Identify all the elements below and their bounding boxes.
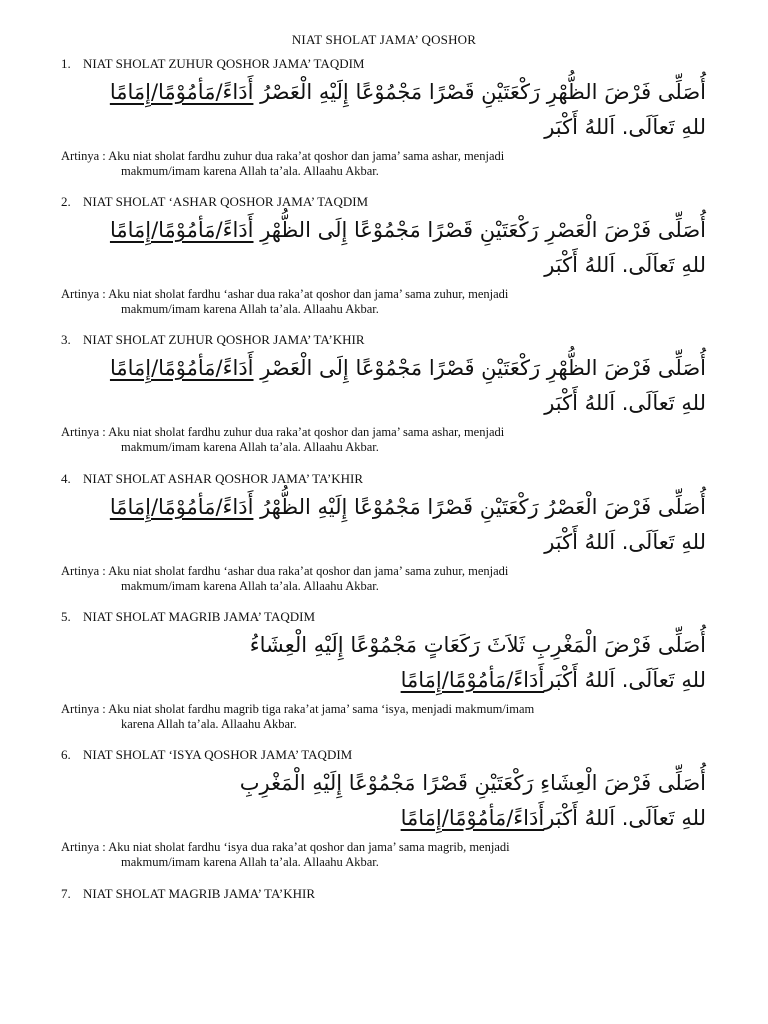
section-title: NIAT SHOLAT ‘ASHAR QOSHOR JAMA’ TAQDIM	[83, 194, 369, 209]
translation-line-2: karena Allah ta’ala. Allaahu Akbar.	[121, 716, 297, 731]
arabic-main-text: للهِ تَعاَلَى. اَللهُ أَكْبَر	[544, 115, 706, 139]
section-heading	[61, 609, 315, 625]
arabic-main-text: أُصَلِّى فَرْضَ الْمَغْرِبِ ثَلاَثَ رَكَعَاتٍ مَجْمُوْعًا إِلَيْهِ الْعِشَاءُ	[249, 633, 706, 657]
translation-text	[61, 149, 681, 178]
arabic-underlined-text: أَدَاءً/مَأمُوْمًا/إِمَامًا	[109, 80, 254, 104]
translation-line-2: makmum/imam karena Allah ta’ala. Allaahu Akbar.	[121, 163, 379, 178]
arabic-text-line-2	[46, 388, 706, 418]
translation-line-1: Artinya : Aku niat sholat fardhu magrib tiga raka’at jama’ sama ‘isya, menjadi makmum/imam	[61, 702, 535, 716]
arabic-main-text: أُصَلِّى فَرْضَ الْعَصْرِ رَكْعَتَيْنِ قَصْرًا مَجْمُوْعًا إِلَى الظُّهْرِ	[253, 218, 706, 242]
translation-text	[61, 425, 681, 454]
section-number: 4.	[61, 471, 71, 486]
translation-text	[61, 702, 681, 731]
translation-line-2: makmum/imam karena Allah ta’ala. Allaahu Akbar.	[121, 301, 379, 316]
section-title: NIAT SHOLAT ZUHUR QOSHOR JAMA’ TAQDIM	[83, 56, 365, 71]
section-heading	[61, 194, 368, 210]
translation-line-1: Artinya : Aku niat sholat fardhu ‘ashar dua raka’at qoshor dan jama’ sama zuhur, menjadi	[61, 287, 509, 301]
section-heading	[61, 56, 365, 72]
section-title: NIAT SHOLAT ZUHUR QOSHOR JAMA’ TA’KHIR	[83, 332, 365, 347]
arabic-main-text: للهِ تَعاَلَى. اَللهُ أَكْبَر	[544, 391, 706, 415]
section-number: 6.	[61, 747, 71, 762]
translation-line-2: makmum/imam karena Allah ta’ala. Allaahu Akbar.	[121, 854, 379, 869]
arabic-text-line-1	[46, 768, 706, 798]
arabic-underlined-text: أَدَاءً/مَأمُوْمًا/إِمَامًا	[400, 806, 545, 830]
arabic-text-line-2	[46, 665, 706, 695]
translation-text	[61, 287, 681, 316]
translation-line-1: Artinya : Aku niat sholat fardhu zuhur dua raka’at qoshor dan jama’ sama ashar, menjadi	[61, 149, 505, 163]
translation-line-1: Artinya : Aku niat sholat fardhu ‘isya dua raka’at qoshor dan jama’ sama magrib, menjadi	[61, 840, 510, 854]
translation-line-2: makmum/imam karena Allah ta’ala. Allaahu Akbar.	[121, 578, 379, 593]
translation-text	[61, 564, 681, 593]
translation-line-2: makmum/imam karena Allah ta’ala. Allaahu Akbar.	[121, 439, 379, 454]
translation-text	[61, 840, 681, 869]
arabic-main-text: للهِ تَعاَلَى. اَللهُ أَكْبَر	[544, 806, 706, 830]
section-heading	[61, 747, 352, 763]
section-number: 3.	[61, 332, 71, 347]
section-title: NIAT SHOLAT ‘ISYA QOSHOR JAMA’ TAQDIM	[83, 747, 353, 762]
arabic-main-text: أُصَلِّى فَرْضَ الظُّهْرِ رَكْعَتَيْنِ قَصْرًا مَجْمُوْعًا إِلَيْهِ الْعَصْرُ	[253, 80, 706, 104]
section-heading	[61, 886, 315, 902]
arabic-main-text: أُصَلِّى فَرْضَ الْعَصْرُ رَكْعَتَيْنِ قَصْرًا مَجْمُوْعًا إِلَيْهِ الظُّهْرُ	[253, 495, 706, 519]
arabic-main-text: للهِ تَعاَلَى. اَللهُ أَكْبَر	[544, 530, 706, 554]
arabic-main-text: للهِ تَعاَلَى. اَللهُ أَكْبَر	[544, 253, 706, 277]
arabic-text-line-1	[46, 492, 706, 522]
arabic-text-line-2	[46, 250, 706, 280]
arabic-main-text: للهِ تَعاَلَى. اَللهُ أَكْبَر	[544, 668, 706, 692]
arabic-underlined-text: أَدَاءً/مَأمُوْمًا/إِمَامًا	[400, 668, 545, 692]
section-title: NIAT SHOLAT MAGRIB JAMA’ TA’KHIR	[83, 886, 316, 901]
arabic-text-line-2	[46, 527, 706, 557]
section-number: 7.	[61, 886, 71, 901]
section-number: 5.	[61, 609, 71, 624]
arabic-text-line-1	[46, 630, 706, 660]
section-number: 1.	[61, 56, 71, 71]
arabic-text-line-2	[46, 803, 706, 833]
arabic-main-text: أُصَلِّى فَرْضَ الظُّهْرِ رَكْعَتَيْنِ قَصْرًا مَجْمُوْعًا إِلَى الْعَصْرِ	[253, 356, 706, 380]
arabic-text-line-1	[46, 353, 706, 383]
translation-line-1: Artinya : Aku niat sholat fardhu zuhur dua raka’at qoshor dan jama’ sama ashar, menjadi	[61, 425, 505, 439]
arabic-text-line-1	[46, 215, 706, 245]
document-title: NIAT SHOLAT JAMA’ QOSHOR	[291, 32, 477, 47]
arabic-text-line-2	[46, 112, 706, 142]
section-title: NIAT SHOLAT MAGRIB JAMA’ TAQDIM	[83, 609, 316, 624]
section-heading	[61, 471, 363, 487]
section-number: 2.	[61, 194, 71, 209]
arabic-underlined-text: أَدَاءً/مَأمُوْمًا/إِمَامًا	[109, 495, 254, 519]
section-heading	[61, 332, 365, 348]
arabic-underlined-text: أَدَاءً/مَأمُوْمًا/إِمَامًا	[109, 356, 254, 380]
arabic-text-line-1	[46, 77, 706, 107]
section-title: NIAT SHOLAT ASHAR QOSHOR JAMA’ TA’KHIR	[83, 471, 364, 486]
arabic-underlined-text: أَدَاءً/مَأمُوْمًا/إِمَامًا	[109, 218, 254, 242]
arabic-main-text: أُصَلِّى فَرْضَ الْعِشَاءِ رَكْعَتَيْنِ قَصْرًا مَجْمُوْعًا إِلَيْهِ الْمَغْرِبِ	[239, 771, 706, 795]
translation-line-1: Artinya : Aku niat sholat fardhu ‘ashar dua raka’at qoshor dan jama’ sama zuhur, menjadi	[61, 564, 509, 578]
